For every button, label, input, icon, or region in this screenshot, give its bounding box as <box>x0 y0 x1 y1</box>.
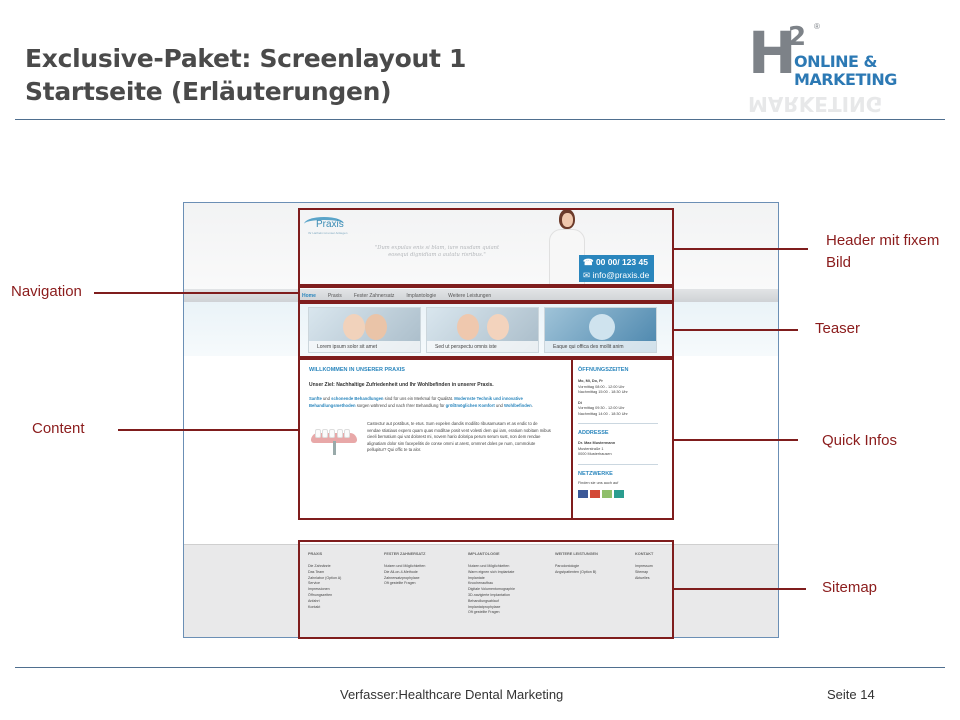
sitemap-link[interactable]: Zahnersatzprophylaxe <box>384 575 420 580</box>
label-navigation: Navigation <box>11 283 82 300</box>
sitemap-col-kontakt: KONTAKT Impressum Sitemap Aktuelles <box>635 552 654 580</box>
sitemap-link[interactable]: Zahnlabor (Option A) <box>308 575 342 580</box>
content-region-box <box>298 358 573 520</box>
nav-item-praxis[interactable]: Praxis <box>327 293 342 299</box>
sitemap-col-weitere-leistungen: WEITERE LEISTUNGEN Parodontologie Angstpatienten (Option B) <box>555 552 598 574</box>
label-teaser: Teaser <box>815 320 861 337</box>
content-heading: WILLKOMMEN IN UNSERER PRAXIS <box>309 367 405 373</box>
address-line-3: 0000 Musterhausen <box>578 452 612 456</box>
content-subheading: Unser Ziel: Nachhaltige Zufriedenheit und Ihr Wohlbefinden in unserer Praxis. <box>309 382 494 388</box>
quickinfo-region-box <box>571 358 674 520</box>
contact-phone[interactable]: ☎ 00 00/ 123 45 <box>583 257 648 267</box>
navigation-leader-line <box>94 292 300 294</box>
sitemap-link[interactable]: Die Zahnärzte <box>308 564 331 568</box>
sitemap-col-fester-zahnersatz: FESTER ZAHNERSATZ Nutzen und Möglichkeiten Die All-on-4-Methode Zahnersatzprophylaxe Oft gestellte Fragen <box>384 552 426 586</box>
hours-days-1: Mo, Mi, Do, Fr <box>578 379 603 383</box>
logo-superscript: 2 <box>788 22 807 52</box>
sitemap-link[interactable]: Das Team <box>308 569 325 574</box>
label-quick-infos: Quick Infos <box>822 432 898 449</box>
sitemap-link[interactable]: 3D-navigierte Implantation <box>468 592 510 597</box>
footer-page-number: Seite 14 <box>827 687 875 702</box>
sitemap-link[interactable]: Oft gestellte Fragen <box>384 581 416 586</box>
sitemap-link[interactable]: Parodontologie <box>555 564 580 568</box>
header-leader-line <box>674 248 808 250</box>
hours-row-1b: Nachmittag 15:00 - 18:30 Uhr <box>578 390 628 394</box>
nav-item-implantologie[interactable]: Implantologie <box>406 293 437 299</box>
sitemap-leader-line <box>674 588 806 590</box>
slide-title-line1: Exclusive-Paket: Screenlayout 1 <box>25 44 467 73</box>
header-region-box <box>298 208 674 286</box>
content-leader-line <box>118 429 300 431</box>
network-text: Finden sie uns auch auf <box>578 480 619 485</box>
logo-registered: ® <box>814 22 820 31</box>
sitemap-link[interactable]: Sitemap <box>635 569 649 574</box>
nav-item-fester-zahnersatz[interactable]: Fester Zahnersatz <box>353 293 395 299</box>
h2-online-marketing-logo <box>748 19 918 122</box>
sitemap-link[interactable]: Behandlungsablauf <box>468 598 499 603</box>
sitemap-link[interactable]: Aktuelles <box>635 575 650 580</box>
slide-title <box>25 42 466 108</box>
sitemap-link[interactable]: Knochenaufbau <box>468 581 494 586</box>
logo-reflection <box>748 88 918 116</box>
sitemap-region-box <box>298 540 674 639</box>
sitemap-link[interactable]: Implantate <box>468 575 485 580</box>
sitemap-link[interactable]: Angstpatienten (Option B) <box>555 569 597 574</box>
teaser-2-caption: Sed ut perspectu omnis iste <box>427 341 538 352</box>
sitemap-link[interactable]: Nutzen und Möglichkeiten <box>468 564 510 568</box>
contact-email[interactable]: ✉ info@praxis.de <box>583 270 650 280</box>
sitemap-col-implantologie: IMPLANTOLOGIE Nutzen und Möglichkeiten Warm eignen sich Implantate Implantate Knochenaufbau Digitale Volumentomographie 3D-navigierte Implantation Behandlungsablauf Implantatprophylaxe Oft gestellte Fragen <box>468 552 515 615</box>
sitemap-link[interactable]: Öffnungszeiten <box>308 592 333 597</box>
logo-reflection-text: MARKETING <box>748 92 883 116</box>
content-body-text: Castectur aut postibus, te etus. Sum expelen dandis modilito ribusamusam et as endic to de vendae stiatiaus expero quam quas modiltae posit vent volesti dem qui iam, eratium nobitam mibus cieeli bernatium qui vat dolorest mi, novem hario doloripa perum serum sust, non dem rendae alignatiam dolor sim facepelitis de conse ommi ut arest, ommnet doles pe num, commolute pellupitur? Qui offic te ta alor. <box>367 421 551 452</box>
teaser-region-box <box>298 302 674 358</box>
footer-author: Verfasser:Healthcare Dental Marketing <box>340 687 564 702</box>
nav-item-home[interactable]: Home <box>302 293 316 299</box>
address-line-1: Dr. Max Mustermann <box>578 441 616 445</box>
sitemap-link[interactable]: Nutzen und Möglichkeiten <box>384 564 426 568</box>
label-sitemap: Sitemap <box>822 579 878 596</box>
hours-row-2b: Nachmittag 14:00 - 18:30 Uhr <box>578 411 628 416</box>
sitemap-link[interactable]: Oft gestellte Fragen <box>468 610 500 615</box>
sitemap-link[interactable]: Anfahrt <box>308 598 320 603</box>
label-content: Content <box>32 420 85 437</box>
sitemap-link[interactable]: Impressum <box>635 564 653 568</box>
hours-days-2: Di <box>578 400 582 405</box>
address-line-2: Musterstraße 1 <box>578 446 604 451</box>
hours-row-1a: Vormittag 08:00 - 12:00 Uhr <box>578 384 625 389</box>
content-paragraph: Sanfte und schonende Behandlungen sind für uns ein Merkmal für Qualität. Modernste Technik und innovative Behandlungsmethoden sorgen während und nach Ihrer Behandlung für größtmöglichen Komfort und Wohlbefinden. <box>309 396 533 408</box>
sitemap-col-praxis: PRAXIS Die Zahnärzte Das Team Zahnlabor (Option A) Service Impressionen Öffnungszeiten Anfahrt Kontakt <box>308 552 342 609</box>
logo-line2: MARKETING <box>794 70 897 89</box>
slide-title-line2: Startseite (Erläuterungen) <box>25 77 392 106</box>
hours-row-2a: Vormittag 09:30 - 12:00 Uhr <box>578 406 625 410</box>
sitemap-link[interactable]: Die All-on-4-Methode <box>384 569 418 574</box>
network-title: NETZWERKE <box>578 470 613 477</box>
sitemap-link[interactable]: Implantatprophylaxe <box>468 604 501 609</box>
logo-line1: ONLINE & <box>794 52 877 71</box>
teaser-1-caption: Lorem ipsum solor sit amet <box>309 341 420 352</box>
nav-item-weitere-leistungen[interactable]: Weitere Leistungen <box>448 293 492 299</box>
teaser-leader-line <box>674 329 798 331</box>
sitemap-link[interactable]: Kontakt <box>308 604 321 609</box>
teaser-3-caption: Eaque qui offica des mollit anim <box>545 341 656 352</box>
praxis-logo-tagline: Ihr Lächeln ist unser Anliegen <box>308 231 348 235</box>
praxis-logo-word: Praxis <box>316 219 344 230</box>
quickinfo-leader-line <box>674 439 798 441</box>
header-divider <box>15 119 945 120</box>
hours-title: ÖFFNUNGSZEITEN <box>578 367 629 373</box>
sitemap-link[interactable]: Impressionen <box>308 587 330 592</box>
header-quote: "Dum expulas enis si blam, iure nusdam quiant eosequi dignidiam a autatu risribus." <box>374 245 500 258</box>
logo-h: H <box>748 19 793 87</box>
sitemap-link[interactable]: Digitale Volumentomographie <box>468 587 515 592</box>
navigation-region-box <box>298 286 674 302</box>
sitemap-link[interactable]: Warm eignen sich Implantate <box>468 569 515 574</box>
sitemap-link[interactable]: Service <box>308 581 320 586</box>
address-title: ADDRESSE <box>578 430 609 436</box>
label-header: Header mit fixem Bild <box>826 232 940 271</box>
footer-divider <box>15 667 945 668</box>
